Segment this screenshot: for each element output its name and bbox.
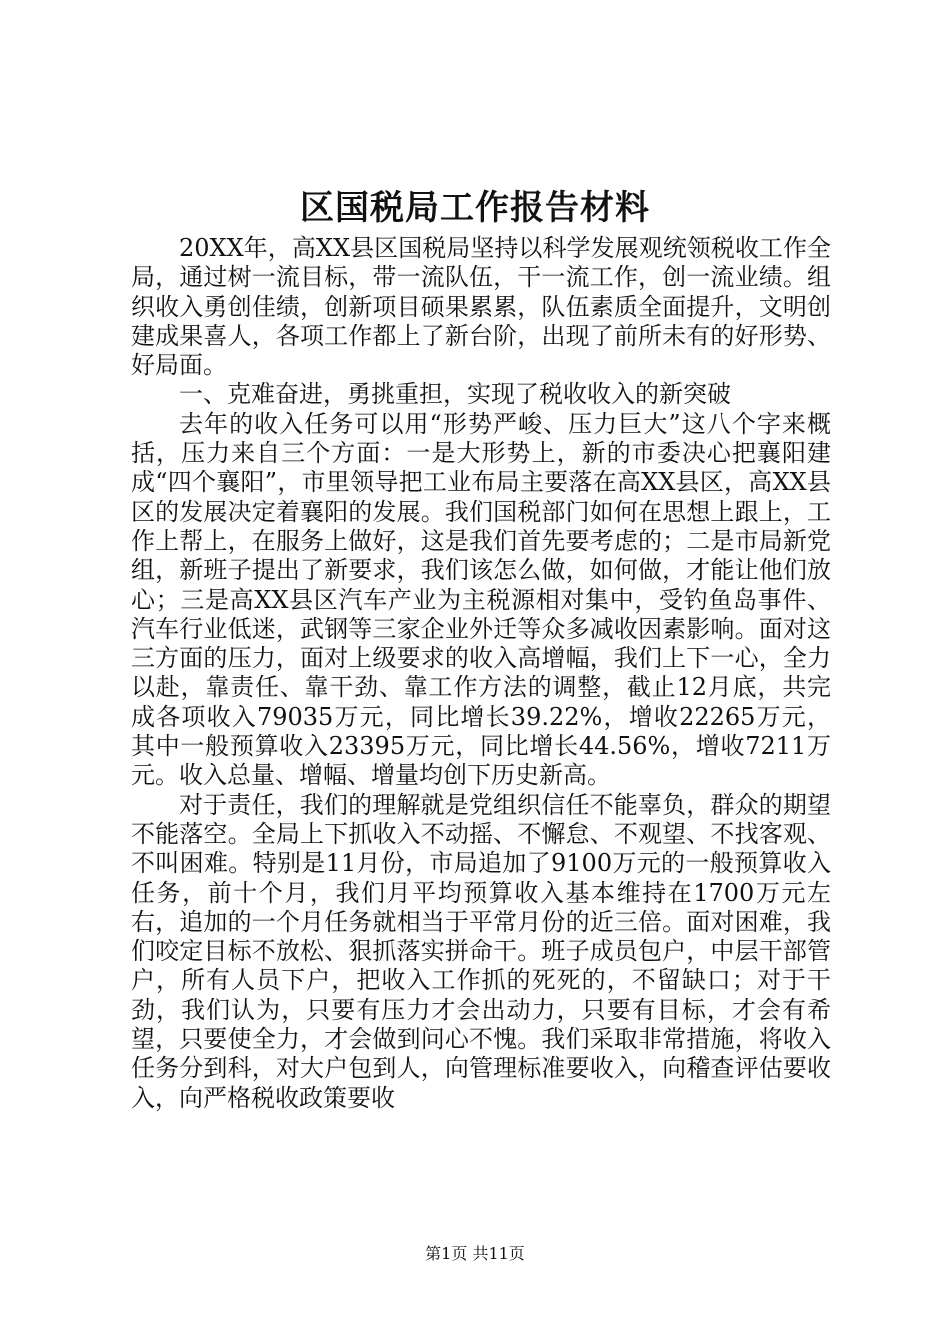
- paragraph-intro: 20XX年，高XX县区国税局坚持以科学发展观统领税收工作全局，通过树一流目标，带一流队伍，干一流工作，创一流业绩。组织收入勇创佳绩，创新项目硕果累累，队伍素质全面提升，文明创建成果喜人，各项工作都上了新台阶，出现了前所未有的好形势、好局面。: [131, 234, 831, 380]
- document-body: [131, 234, 831, 1113]
- document-title: 区国税局工作报告材料: [300, 188, 650, 228]
- paragraph-pressure: 去年的收入任务可以用“形势严峻、压力巨大”这八个字来概括，压力来自三个方面：一是大形势上，新的市委决心把襄阳建成“四个襄阳”，市里领导把工业布局主要落在高XX县区，高XX县区的发展决定着襄阳的发展。我们国税部门如何在思想上跟上，工作上帮上，在服务上做好，这是我们首先要考虑的；二是市局新党组，新班子提出了新要求，我们该怎么做，如何做，才能让他们放心；三是高XX县区汽车产业为主税源相对集中，受钓鱼岛事件、汽车行业低迷，武钢等三家企业外迁等众多减收因素影响。面对这三方面的压力，面对上级要求的收入高增幅，我们上下一心，全力以赴，靠责任、靠干劲、靠工作方法的调整，截止12月底，共完成各项收入79035万元，同比增长39.22%，增收22265万元，其中一般预算收入23395万元，同比增长44.56%，增收7211万元。收入总量、增幅、增量均创下历史新高。: [131, 409, 831, 790]
- paragraph-responsibility: 对于责任，我们的理解就是党组织信任不能辜负，群众的期望不能落空。全局上下抓收入不动摇、不懈怠、不观望、不找客观、不叫困难。特别是11月份，市局追加了9100万元的一般预算收入任务，前十个月，我们月平均预算收入基本维持在1700万元左右，追加的一个月任务就相当于平常月份的近三倍。面对困难，我们咬定目标不放松、狠抓落实拼命干。班子成员包户，中层干部管户，所有人员下户，把收入工作抓的死死的，不留缺口；对于干劲，我们认为，只要有压力才会出动力，只要有目标，才会有希望，只要使全力，才会做到问心不愧。我们采取非常措施，将收入任务分到科，对大户包到人，向管理标准要收入，向稽查评估要收入，向严格税收政策要收: [131, 790, 831, 1112]
- section-heading-1: 一、克难奋进，勇挑重担，实现了税收收入的新突破: [179, 380, 731, 409]
- page-footer: 第1页 共11页: [425, 1244, 525, 1263]
